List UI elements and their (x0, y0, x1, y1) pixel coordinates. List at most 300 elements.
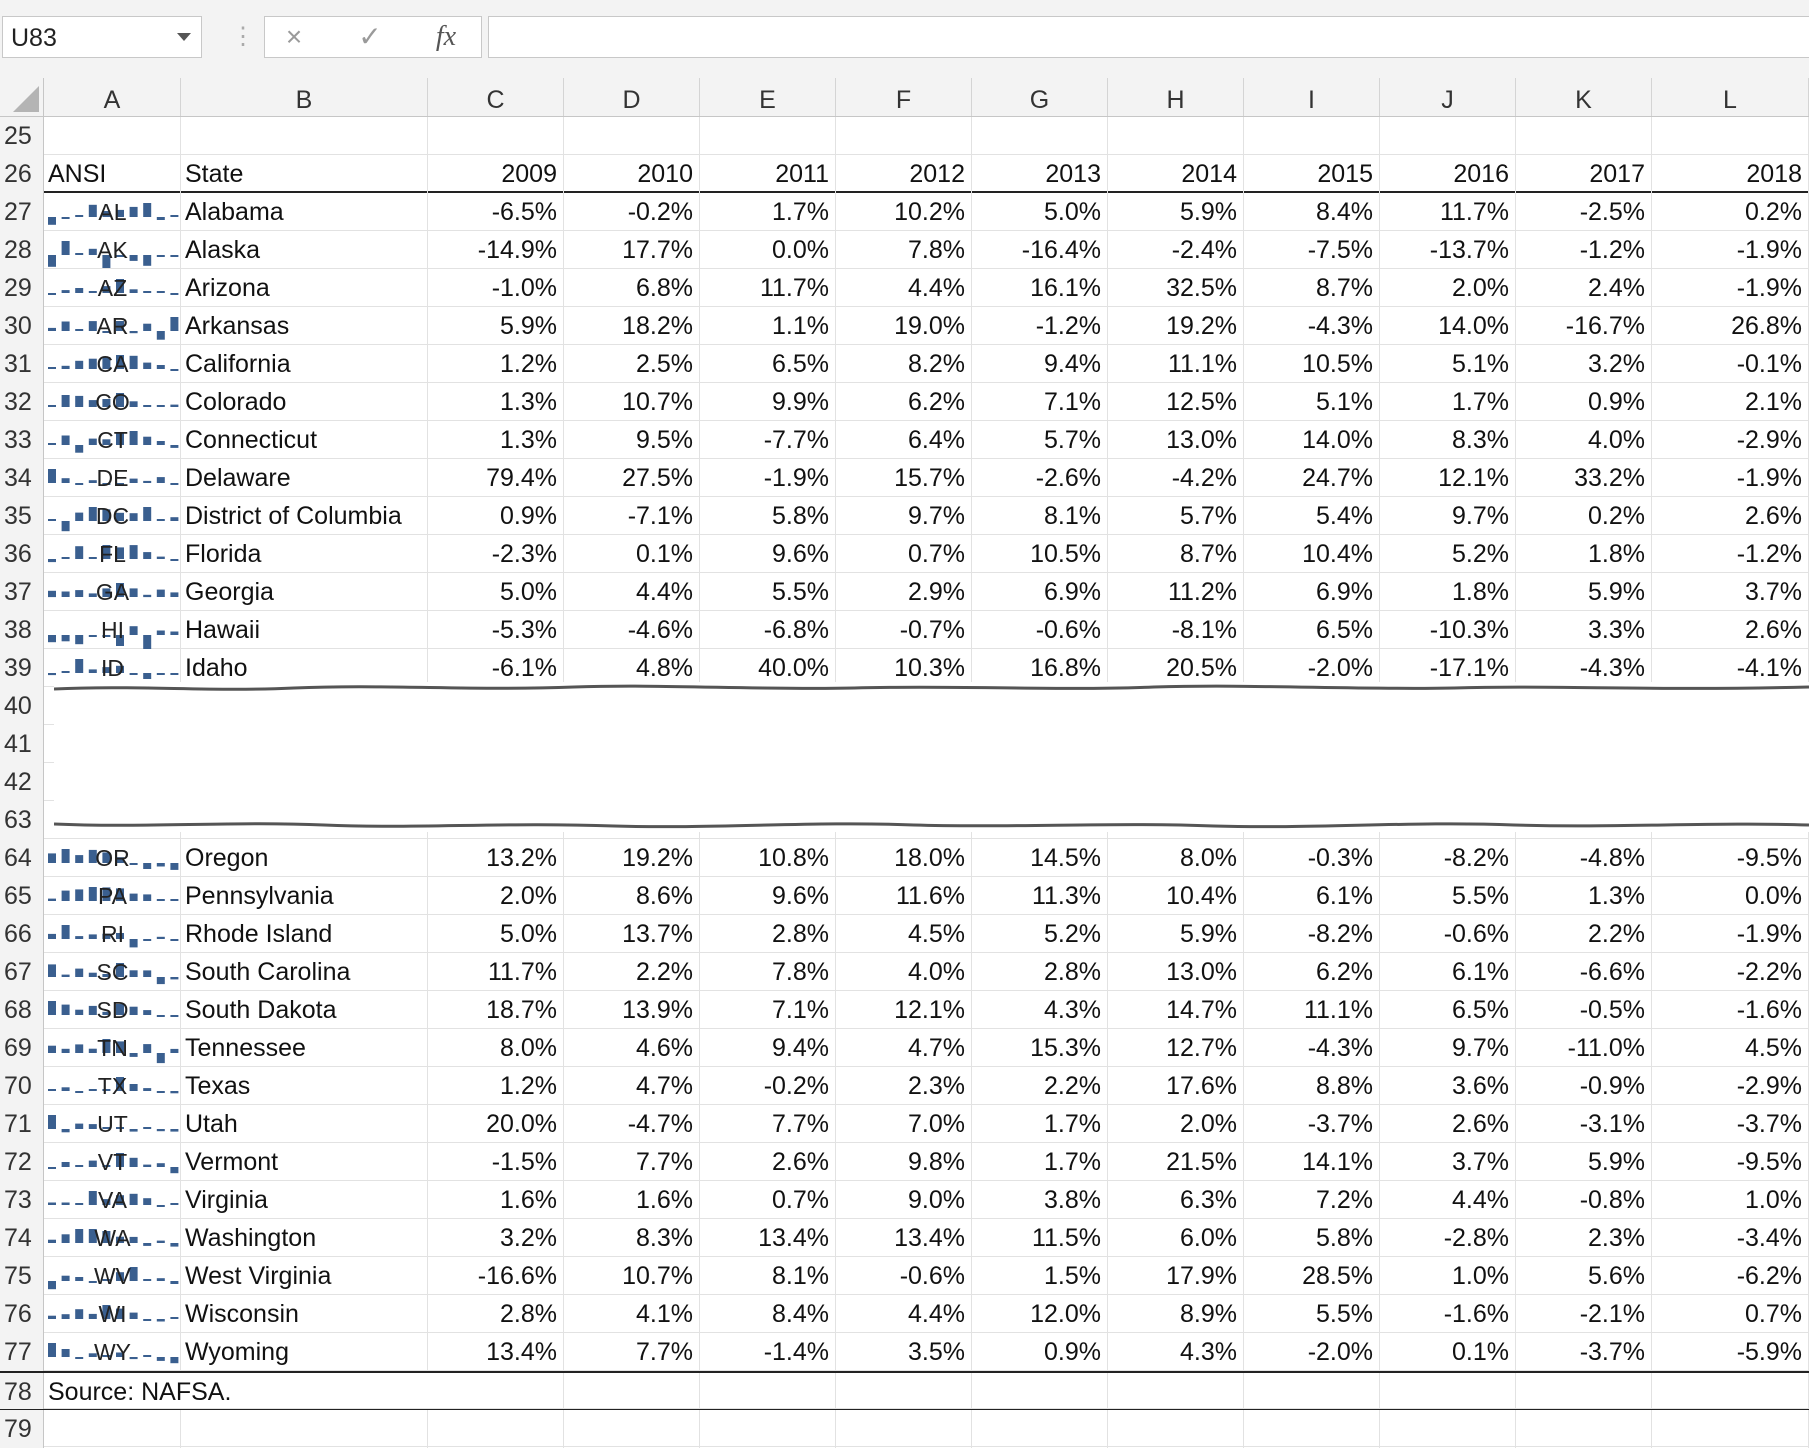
value-cell[interactable]: 10.4% (1244, 535, 1380, 573)
value-cell[interactable]: 11.6% (836, 877, 972, 915)
value-cell[interactable]: -0.5% (1516, 991, 1652, 1029)
value-cell[interactable]: 10.3% (836, 649, 972, 687)
empty-cell[interactable] (1652, 1373, 1809, 1411)
value-cell[interactable]: 11.5% (972, 1219, 1108, 1257)
value-cell[interactable]: 7.1% (972, 383, 1108, 421)
value-cell[interactable]: 19.2% (564, 839, 700, 877)
state-name[interactable]: District of Columbia (181, 497, 428, 535)
value-cell[interactable]: 9.0% (836, 1181, 972, 1219)
value-cell[interactable]: -0.8% (1516, 1181, 1652, 1219)
value-cell[interactable]: -0.2% (700, 1067, 836, 1105)
value-cell[interactable]: 13.4% (836, 1219, 972, 1257)
row-header[interactable]: 32 (0, 383, 44, 421)
value-cell[interactable]: 12.1% (1380, 459, 1516, 497)
ansi-cell[interactable] (44, 1029, 181, 1067)
value-cell[interactable]: 4.1% (564, 1295, 700, 1333)
value-cell[interactable]: 7.8% (700, 953, 836, 991)
value-cell[interactable]: -4.3% (1516, 649, 1652, 687)
value-cell[interactable]: 7.7% (700, 1105, 836, 1143)
value-cell[interactable]: 8.3% (1380, 421, 1516, 459)
value-cell[interactable]: 5.9% (1108, 193, 1244, 231)
state-name[interactable]: Florida (181, 535, 428, 573)
state-name[interactable]: Wisconsin (181, 1295, 428, 1333)
value-cell[interactable]: 13.4% (428, 1333, 564, 1371)
value-cell[interactable]: 7.7% (564, 1333, 700, 1371)
value-cell[interactable]: 4.8% (564, 649, 700, 687)
empty-cell[interactable] (1244, 1373, 1380, 1411)
value-cell[interactable]: 5.9% (428, 307, 564, 345)
value-cell[interactable]: -6.6% (1516, 953, 1652, 991)
value-cell[interactable]: 26.8% (1652, 307, 1809, 345)
state-name[interactable]: Vermont (181, 1143, 428, 1181)
value-cell[interactable]: 8.4% (700, 1295, 836, 1333)
value-cell[interactable]: 2.2% (972, 1067, 1108, 1105)
value-cell[interactable]: -7.5% (1244, 231, 1380, 269)
value-cell[interactable]: 4.7% (836, 1029, 972, 1067)
value-cell[interactable]: 17.6% (1108, 1067, 1244, 1105)
value-cell[interactable]: -5.9% (1652, 1333, 1809, 1371)
value-cell[interactable]: -0.7% (836, 611, 972, 649)
ansi-cell[interactable] (44, 307, 181, 345)
value-cell[interactable]: -2.0% (1244, 1333, 1380, 1371)
empty-cell[interactable] (428, 1373, 564, 1411)
row-header[interactable]: 73 (0, 1181, 44, 1219)
empty-cell[interactable] (181, 1410, 428, 1448)
value-cell[interactable]: -0.3% (1244, 839, 1380, 877)
ansi-code[interactable]: VT (97, 1149, 128, 1175)
empty-cell[interactable] (836, 1373, 972, 1411)
value-cell[interactable]: 0.2% (1652, 193, 1809, 231)
ansi-code[interactable]: UT (97, 1111, 128, 1137)
value-cell[interactable]: 2.8% (972, 953, 1108, 991)
state-name[interactable]: South Carolina (181, 953, 428, 991)
value-cell[interactable]: 2.8% (428, 1295, 564, 1333)
value-cell[interactable]: 4.0% (836, 953, 972, 991)
value-cell[interactable]: 9.4% (972, 345, 1108, 383)
header-state[interactable]: State (181, 155, 428, 193)
row-header[interactable]: 69 (0, 1029, 44, 1067)
value-cell[interactable]: -2.4% (1108, 231, 1244, 269)
value-cell[interactable]: 3.7% (1380, 1143, 1516, 1181)
value-cell[interactable]: -16.4% (972, 231, 1108, 269)
row-header[interactable]: 74 (0, 1219, 44, 1257)
row-header[interactable]: 26 (0, 155, 44, 193)
value-cell[interactable]: 10.7% (564, 1257, 700, 1295)
value-cell[interactable]: -1.9% (1652, 231, 1809, 269)
value-cell[interactable]: 2.8% (700, 915, 836, 953)
value-cell[interactable]: 6.5% (1380, 991, 1516, 1029)
value-cell[interactable]: 11.2% (1108, 573, 1244, 611)
state-name[interactable]: Utah (181, 1105, 428, 1143)
row-header[interactable]: 64 (0, 839, 44, 877)
value-cell[interactable]: 14.0% (1244, 421, 1380, 459)
value-cell[interactable]: 0.0% (700, 231, 836, 269)
value-cell[interactable]: 3.2% (1516, 345, 1652, 383)
value-cell[interactable]: 8.1% (700, 1257, 836, 1295)
value-cell[interactable]: -1.2% (1516, 231, 1652, 269)
row-header[interactable]: 71 (0, 1105, 44, 1143)
ansi-cell[interactable] (44, 1181, 181, 1219)
row-header[interactable]: 70 (0, 1067, 44, 1105)
empty-cell[interactable] (44, 117, 181, 155)
header-year-2016[interactable]: 2016 (1380, 155, 1516, 193)
value-cell[interactable]: 7.7% (564, 1143, 700, 1181)
value-cell[interactable]: 1.8% (1516, 535, 1652, 573)
value-cell[interactable]: 5.2% (1380, 535, 1516, 573)
value-cell[interactable]: 2.6% (700, 1143, 836, 1181)
ansi-code[interactable]: PA (98, 883, 127, 909)
value-cell[interactable]: 4.4% (836, 269, 972, 307)
value-cell[interactable]: 0.7% (700, 1181, 836, 1219)
value-cell[interactable]: 11.7% (700, 269, 836, 307)
value-cell[interactable]: 6.2% (836, 383, 972, 421)
ansi-code[interactable]: TX (97, 1073, 128, 1099)
empty-cell[interactable] (1516, 117, 1652, 155)
value-cell[interactable]: 1.8% (1380, 573, 1516, 611)
value-cell[interactable]: 15.3% (972, 1029, 1108, 1067)
value-cell[interactable]: 10.7% (564, 383, 700, 421)
header-year-2013[interactable]: 2013 (972, 155, 1108, 193)
value-cell[interactable]: 4.7% (564, 1067, 700, 1105)
ansi-cell[interactable] (44, 1295, 181, 1333)
value-cell[interactable]: 9.7% (1380, 497, 1516, 535)
value-cell[interactable]: -1.5% (428, 1143, 564, 1181)
value-cell[interactable]: 11.7% (428, 953, 564, 991)
ansi-code[interactable]: WY (93, 1339, 132, 1365)
ansi-cell[interactable] (44, 877, 181, 915)
ansi-cell[interactable] (44, 1067, 181, 1105)
ansi-cell[interactable] (44, 459, 181, 497)
ansi-code[interactable]: OR (95, 845, 130, 871)
value-cell[interactable]: 6.3% (1108, 1181, 1244, 1219)
value-cell[interactable]: 11.3% (972, 877, 1108, 915)
value-cell[interactable]: -2.8% (1380, 1219, 1516, 1257)
value-cell[interactable]: 2.0% (1380, 269, 1516, 307)
value-cell[interactable]: 8.0% (428, 1029, 564, 1067)
value-cell[interactable]: -0.1% (1652, 345, 1809, 383)
value-cell[interactable]: -2.2% (1652, 953, 1809, 991)
ansi-cell[interactable] (44, 345, 181, 383)
value-cell[interactable]: 0.2% (1516, 497, 1652, 535)
ansi-code[interactable]: CO (95, 389, 130, 415)
ansi-code[interactable]: AR (96, 313, 129, 339)
value-cell[interactable]: 6.1% (1244, 877, 1380, 915)
value-cell[interactable]: 9.7% (1380, 1029, 1516, 1067)
header-year-2015[interactable]: 2015 (1244, 155, 1380, 193)
value-cell[interactable]: 8.1% (972, 497, 1108, 535)
value-cell[interactable]: -4.7% (564, 1105, 700, 1143)
value-cell[interactable]: 1.2% (428, 1067, 564, 1105)
column-header-h[interactable]: H (1108, 78, 1244, 116)
value-cell[interactable]: -16.7% (1516, 307, 1652, 345)
state-name[interactable]: Wyoming (181, 1333, 428, 1371)
header-year-2009[interactable]: 2009 (428, 155, 564, 193)
value-cell[interactable]: 79.4% (428, 459, 564, 497)
value-cell[interactable]: 6.9% (1244, 573, 1380, 611)
value-cell[interactable]: 1.0% (1380, 1257, 1516, 1295)
ansi-cell[interactable] (44, 915, 181, 953)
ansi-cell[interactable] (44, 497, 181, 535)
value-cell[interactable]: 1.6% (564, 1181, 700, 1219)
state-name[interactable]: Rhode Island (181, 915, 428, 953)
value-cell[interactable]: 2.2% (564, 953, 700, 991)
value-cell[interactable]: 6.1% (1380, 953, 1516, 991)
value-cell[interactable]: 4.4% (836, 1295, 972, 1333)
value-cell[interactable]: 5.9% (1516, 1143, 1652, 1181)
ansi-code[interactable]: AZ (97, 275, 128, 301)
value-cell[interactable]: 7.1% (700, 991, 836, 1029)
column-header-e[interactable]: E (700, 78, 836, 116)
row-header[interactable]: 34 (0, 459, 44, 497)
value-cell[interactable]: 14.7% (1108, 991, 1244, 1029)
value-cell[interactable]: 0.7% (1652, 1295, 1809, 1333)
header-year-2010[interactable]: 2010 (564, 155, 700, 193)
header-ansi[interactable]: ANSI (44, 155, 181, 193)
row-header[interactable]: 72 (0, 1143, 44, 1181)
value-cell[interactable]: 8.6% (564, 877, 700, 915)
empty-cell[interactable] (836, 117, 972, 155)
value-cell[interactable]: -0.9% (1516, 1067, 1652, 1105)
ansi-code[interactable]: TN (97, 1035, 128, 1061)
value-cell[interactable]: 10.4% (1108, 877, 1244, 915)
ansi-cell[interactable] (44, 573, 181, 611)
value-cell[interactable]: 8.3% (564, 1219, 700, 1257)
source-note[interactable]: Source: NAFSA. (48, 1378, 232, 1406)
empty-cell[interactable] (428, 117, 564, 155)
empty-cell[interactable] (972, 1410, 1108, 1448)
value-cell[interactable]: -1.9% (1652, 269, 1809, 307)
value-cell[interactable]: 32.5% (1108, 269, 1244, 307)
value-cell[interactable]: -1.6% (1652, 991, 1809, 1029)
column-header-a[interactable]: A (44, 78, 181, 116)
value-cell[interactable]: 5.5% (1380, 877, 1516, 915)
row-header[interactable]: 27 (0, 193, 44, 231)
value-cell[interactable]: -5.3% (428, 611, 564, 649)
ansi-code[interactable]: CA (96, 351, 129, 377)
value-cell[interactable]: 0.1% (1380, 1333, 1516, 1371)
value-cell[interactable]: 13.9% (564, 991, 700, 1029)
function-icon[interactable]: fx (435, 21, 457, 52)
value-cell[interactable]: 1.3% (1516, 877, 1652, 915)
value-cell[interactable]: -4.6% (564, 611, 700, 649)
value-cell[interactable]: -4.3% (1244, 307, 1380, 345)
row-header[interactable]: 33 (0, 421, 44, 459)
value-cell[interactable]: 5.9% (1108, 915, 1244, 953)
state-name[interactable]: Colorado (181, 383, 428, 421)
value-cell[interactable]: 5.1% (1380, 345, 1516, 383)
empty-cell[interactable] (700, 1410, 836, 1448)
empty-cell[interactable] (1516, 1410, 1652, 1448)
value-cell[interactable]: 5.0% (972, 193, 1108, 231)
value-cell[interactable]: 12.1% (836, 991, 972, 1029)
header-year-2017[interactable]: 2017 (1516, 155, 1652, 193)
value-cell[interactable]: 4.4% (564, 573, 700, 611)
header-year-2011[interactable]: 2011 (700, 155, 836, 193)
value-cell[interactable]: 2.6% (1380, 1105, 1516, 1143)
value-cell[interactable]: -3.4% (1652, 1219, 1809, 1257)
row-header[interactable]: 31 (0, 345, 44, 383)
empty-cell[interactable] (564, 1410, 700, 1448)
value-cell[interactable]: 1.7% (972, 1105, 1108, 1143)
value-cell[interactable]: -2.3% (428, 535, 564, 573)
value-cell[interactable]: -0.6% (972, 611, 1108, 649)
row-header[interactable]: 25 (0, 117, 44, 155)
value-cell[interactable]: -0.6% (836, 1257, 972, 1295)
value-cell[interactable]: 0.9% (972, 1333, 1108, 1371)
empty-cell[interactable] (1244, 117, 1380, 155)
value-cell[interactable]: 27.5% (564, 459, 700, 497)
value-cell[interactable]: 2.4% (1516, 269, 1652, 307)
value-cell[interactable]: 0.7% (836, 535, 972, 573)
ansi-cell[interactable] (44, 611, 181, 649)
column-header-c[interactable]: C (428, 78, 564, 116)
value-cell[interactable]: -3.7% (1516, 1333, 1652, 1371)
ansi-code[interactable]: SC (96, 959, 129, 985)
value-cell[interactable]: -6.5% (428, 193, 564, 231)
value-cell[interactable]: 8.7% (1108, 535, 1244, 573)
ansi-cell[interactable] (44, 1257, 181, 1295)
value-cell[interactable]: 6.9% (972, 573, 1108, 611)
value-cell[interactable]: 5.7% (972, 421, 1108, 459)
value-cell[interactable]: -3.7% (1244, 1105, 1380, 1143)
value-cell[interactable]: 4.6% (564, 1029, 700, 1067)
value-cell[interactable]: 5.7% (1108, 497, 1244, 535)
value-cell[interactable]: 6.0% (1108, 1219, 1244, 1257)
value-cell[interactable]: 9.5% (564, 421, 700, 459)
value-cell[interactable]: 9.4% (700, 1029, 836, 1067)
value-cell[interactable]: 8.4% (1244, 193, 1380, 231)
value-cell[interactable]: -8.2% (1244, 915, 1380, 953)
row-header[interactable]: 78 (0, 1373, 44, 1411)
value-cell[interactable]: -2.1% (1516, 1295, 1652, 1333)
value-cell[interactable]: 14.1% (1244, 1143, 1380, 1181)
value-cell[interactable]: -13.7% (1380, 231, 1516, 269)
value-cell[interactable]: 4.5% (836, 915, 972, 953)
row-header[interactable]: 77 (0, 1333, 44, 1371)
ansi-code[interactable]: AK (97, 237, 128, 263)
state-name[interactable]: Georgia (181, 573, 428, 611)
row-header[interactable]: 37 (0, 573, 44, 611)
value-cell[interactable]: 17.9% (1108, 1257, 1244, 1295)
value-cell[interactable]: -7.7% (700, 421, 836, 459)
ansi-cell[interactable] (44, 953, 181, 991)
ansi-code[interactable]: HI (101, 617, 124, 643)
value-cell[interactable]: -11.0% (1516, 1029, 1652, 1067)
header-year-2018[interactable]: 2018 (1652, 155, 1809, 193)
ansi-code[interactable]: WI (98, 1301, 127, 1327)
ansi-cell[interactable] (44, 383, 181, 421)
value-cell[interactable]: 1.3% (428, 421, 564, 459)
value-cell[interactable]: -9.5% (1652, 1143, 1809, 1181)
select-all-button[interactable] (0, 78, 44, 116)
row-header[interactable]: 29 (0, 269, 44, 307)
row-header[interactable]: 68 (0, 991, 44, 1029)
value-cell[interactable]: 2.3% (836, 1067, 972, 1105)
column-header-l[interactable]: L (1652, 78, 1809, 116)
value-cell[interactable]: -4.8% (1516, 839, 1652, 877)
row-header[interactable]: 79 (0, 1410, 44, 1448)
empty-cell[interactable] (700, 1373, 836, 1411)
value-cell[interactable]: 20.5% (1108, 649, 1244, 687)
value-cell[interactable]: 3.8% (972, 1181, 1108, 1219)
value-cell[interactable]: 2.6% (1652, 497, 1809, 535)
ansi-cell[interactable] (44, 421, 181, 459)
value-cell[interactable]: 7.8% (836, 231, 972, 269)
value-cell[interactable]: -6.8% (700, 611, 836, 649)
value-cell[interactable]: 4.4% (1380, 1181, 1516, 1219)
column-header-j[interactable]: J (1380, 78, 1516, 116)
empty-cell[interactable] (181, 117, 428, 155)
value-cell[interactable]: 5.1% (1244, 383, 1380, 421)
value-cell[interactable]: -1.4% (700, 1333, 836, 1371)
row-header[interactable]: 41 (0, 725, 44, 763)
value-cell[interactable]: 13.2% (428, 839, 564, 877)
state-name[interactable]: Arkansas (181, 307, 428, 345)
value-cell[interactable]: 10.5% (1244, 345, 1380, 383)
row-header[interactable]: 40 (0, 687, 44, 725)
value-cell[interactable]: 10.5% (972, 535, 1108, 573)
ansi-code[interactable]: VA (98, 1187, 127, 1213)
value-cell[interactable]: 18.2% (564, 307, 700, 345)
value-cell[interactable]: -17.1% (1380, 649, 1516, 687)
empty-cell[interactable] (836, 1410, 972, 1448)
value-cell[interactable]: 4.3% (1108, 1333, 1244, 1371)
value-cell[interactable]: 1.7% (972, 1143, 1108, 1181)
value-cell[interactable]: -3.7% (1652, 1105, 1809, 1143)
value-cell[interactable]: 5.9% (1516, 573, 1652, 611)
empty-cell[interactable] (1516, 1373, 1652, 1411)
value-cell[interactable]: 6.2% (1244, 953, 1380, 991)
value-cell[interactable]: 3.5% (836, 1333, 972, 1371)
row-header[interactable]: 76 (0, 1295, 44, 1333)
value-cell[interactable]: 14.0% (1380, 307, 1516, 345)
value-cell[interactable]: -6.2% (1652, 1257, 1809, 1295)
value-cell[interactable]: 15.7% (836, 459, 972, 497)
ansi-cell[interactable] (44, 535, 181, 573)
empty-cell[interactable] (564, 1373, 700, 1411)
value-cell[interactable]: 5.4% (1244, 497, 1380, 535)
state-name[interactable]: West Virginia (181, 1257, 428, 1295)
value-cell[interactable]: -7.1% (564, 497, 700, 535)
header-year-2012[interactable]: 2012 (836, 155, 972, 193)
value-cell[interactable]: 2.0% (1108, 1105, 1244, 1143)
value-cell[interactable]: 6.5% (700, 345, 836, 383)
value-cell[interactable]: -9.5% (1652, 839, 1809, 877)
value-cell[interactable]: 2.0% (428, 877, 564, 915)
value-cell[interactable]: 3.3% (1516, 611, 1652, 649)
row-header[interactable]: 42 (0, 763, 44, 801)
row-header[interactable]: 36 (0, 535, 44, 573)
empty-cell[interactable] (700, 117, 836, 155)
value-cell[interactable]: 20.0% (428, 1105, 564, 1143)
ansi-cell[interactable] (44, 1143, 181, 1181)
value-cell[interactable]: 1.3% (428, 383, 564, 421)
value-cell[interactable]: 7.0% (836, 1105, 972, 1143)
ansi-cell[interactable] (44, 1333, 181, 1371)
value-cell[interactable]: 33.2% (1516, 459, 1652, 497)
value-cell[interactable]: 13.7% (564, 915, 700, 953)
value-cell[interactable]: -14.9% (428, 231, 564, 269)
value-cell[interactable]: -1.9% (1652, 459, 1809, 497)
value-cell[interactable]: 2.6% (1652, 611, 1809, 649)
value-cell[interactable]: 6.8% (564, 269, 700, 307)
empty-cell[interactable] (1652, 1410, 1809, 1448)
value-cell[interactable]: -1.0% (428, 269, 564, 307)
column-header-d[interactable]: D (564, 78, 700, 116)
state-name[interactable]: Virginia (181, 1181, 428, 1219)
row-header[interactable]: 65 (0, 877, 44, 915)
value-cell[interactable]: 1.1% (700, 307, 836, 345)
